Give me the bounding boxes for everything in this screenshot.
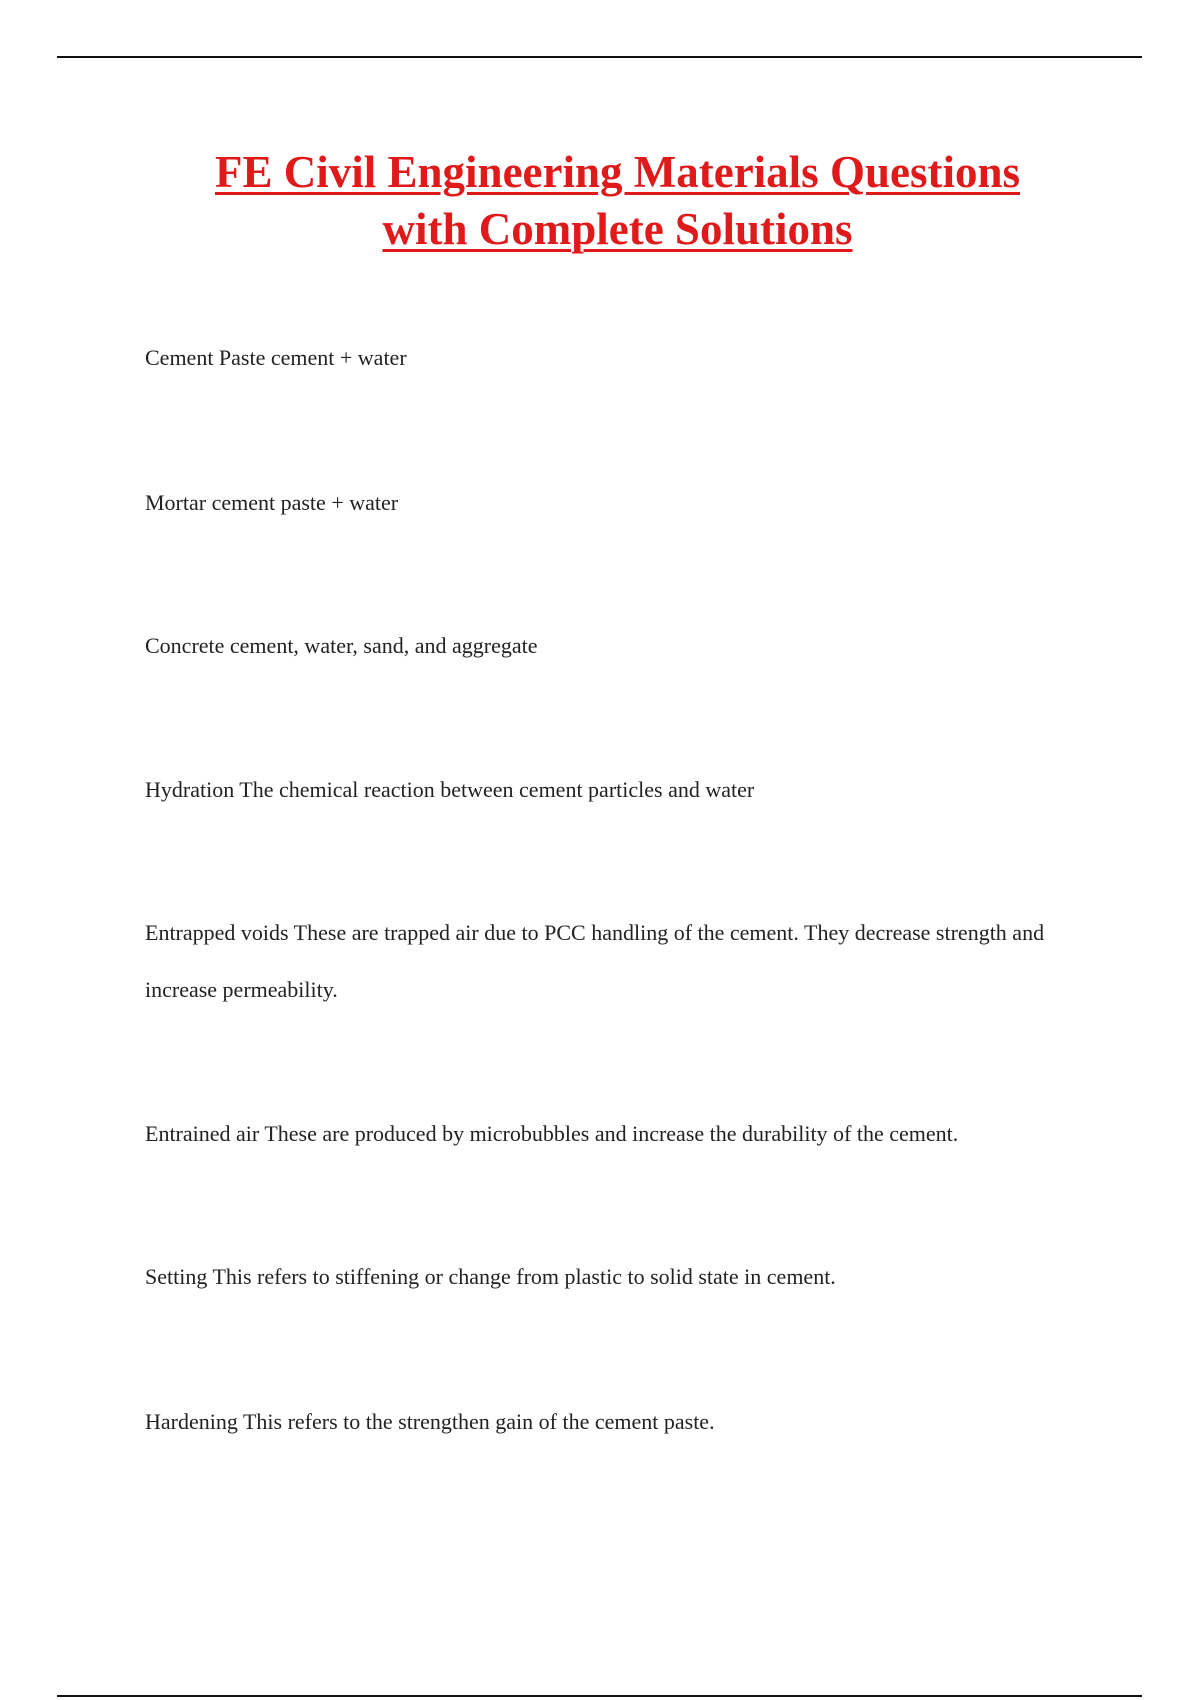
entry-hardening: Hardening This refers to the strengthen gain of the cement paste. [145, 1409, 715, 1434]
entry-mortar: Mortar cement paste + water [145, 490, 399, 515]
entry-entrained-air: Entrained air These are produced by microbubbles and increase the durability of the cement. [145, 1121, 959, 1146]
entry-cement-paste: Cement Paste cement + water [145, 345, 407, 370]
title-line-2: with Complete Solutions [382, 204, 853, 254]
bottom-rule [57, 1695, 1142, 1697]
entry-hydration: Hydration The chemical reaction between cement particles and water [145, 777, 755, 802]
title-line-1: FE Civil Engineering Materials Questions [215, 147, 1020, 197]
document-title [120, 144, 1115, 258]
top-rule [57, 56, 1142, 58]
entry-entrapped-voids: Entrapped voids These are trapped air due to PCC handling of the cement. They decrease strength and increase permeability. [145, 920, 1045, 1002]
entry-setting: Setting This refers to stiffening or change from plastic to solid state in cement. [145, 1264, 836, 1289]
entry-concrete: Concrete cement, water, sand, and aggregate [145, 633, 538, 658]
